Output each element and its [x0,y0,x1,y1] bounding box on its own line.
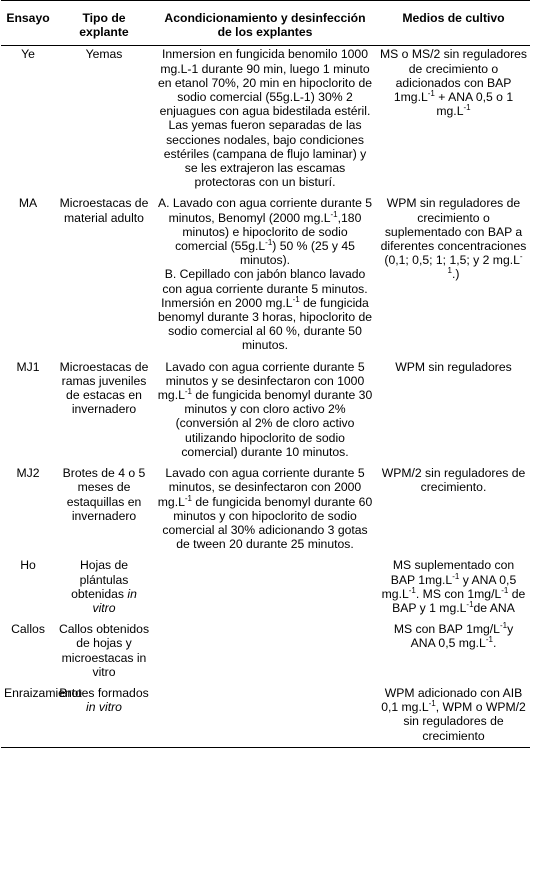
cell-medios: WPM sin reguladores [395,359,512,374]
cell-ensayo: MJ1 [16,359,40,374]
cell-medios: WPM sin reguladores de crecimiento o suplementado con BAP a diferentes concentraciones (0,1; 0,5; 1; 1,5; y 2 $mg.L^{-1}$.) [380,196,527,282]
table-row-ma [1,195,530,358]
header-ensayo: Ensayo [1,1,55,46]
cell-acondicionamiento [153,685,377,747]
cell-medios: WPM/2 sin reguladores de crecimiento. [381,466,526,495]
table-row-ho [1,557,530,621]
cell-tipo: Callos obtenidos de hojas y microestacas in vitro [58,622,150,679]
table-header-row [1,1,530,46]
header-medios: Medios de cultivo [377,1,530,46]
header-tipo-explante: Tipo de explante [55,1,153,46]
cell-acondicionamiento: Inmersion en fungicida benomilo 1000 mg.L-1 durante 90 min, luego 1 minuto en etanol 70%, 20 min en hipoclorito de sodio comercial (55g.L-1) 30% 2 enjuagues con agua bidestilada estéril. Las yemas fueron separadas de las secciones nodales, bajo condiciones estériles (campana de flujo laminar) y se les extrajeron las escamas protectoras con un bisturí. [157,47,373,190]
cell-ensayo: Ho [20,558,36,573]
cell-tipo: Brotes formados in vitro [55,685,153,747]
procedure-b: B. Cepillado con jabón blanco lavado con agua corriente durante 5 minutos. Inmersión en 2000 $mg.L^{-1}$ de fungicida benomyl durante 3 horas, hipoclorito de sodio comercial al 60 %, durante 50 minutos. [157,267,373,353]
cell-acondicionamiento [153,557,377,621]
cell-tipo: Hojas de plántulas obtenidas in vitro [71,558,137,615]
cell-acondicionamiento [153,195,377,358]
cell-medios: WPM adicionado con AIB 0,1 $mg.L^{-1}$, WPM o WPM/2 sin reguladores de crecimiento [377,685,530,747]
cell-ensayo: Enraizamiento [1,685,55,747]
explant-table [1,0,530,748]
cell-tipo: Brotes de 4 o 5 meses de estaquillas en invernadero [62,466,146,523]
header-acondicionamiento: Acondicionamiento y desinfección de los explantes [153,1,377,46]
cell-medios: MS con BAP $1mg/L^{-1}y$ ANA 0,5 $mg.L^{-1}$. [393,621,514,651]
table-row-callos [1,621,530,685]
table-row-mj2 [1,465,530,557]
cell-medios: MS o MS/2 sin reguladores de crecimiento o adicionados con BAP $1mg.L^{-1}$ + ANA 0,5 o 1 $mg.L^{-1}$ [380,47,527,119]
cell-tipo: Yemas [85,47,123,62]
cell-acondicionamiento [153,621,377,685]
cell-ensayo: MJ2 [16,466,40,481]
cell-tipo: Microestacas de material adulto [59,196,149,225]
cell-medios: MS suplementado con BAP $1mg.L^{-1}$ y ANA 0,5 $mg.L^{-1}$. MS con $1mg/L^{-1}$ de BAP y 1 $mg.L^{-1}de$ ANA [381,558,526,615]
procedure-a: A. Lavado con agua corriente durante 5 minutos, Benomyl (2000 $mg.L^{-1},180$ minutos) e hipoclorito de sodio comercial $(55g.L^{-1})$ 50 % (25 y 45 minutos). [157,196,373,268]
cell-ensayo: MA [18,196,38,211]
cell-acondicionamiento: Lavado con agua corriente durante 5 minutos, se desinfectaron con 2000 $mg.L^{-1}$ de fungicida benomyl durante 60 minutos y con hipoclorito de sodio comercial al 30% adicionando 3 gotas de tween 20 durante 25 minutos. [157,466,373,552]
cell-ensayo: Callos [11,622,45,637]
cell-acondicionamiento: Lavado con agua corriente durante 5 minutos y se desinfectaron con 1000 $mg.L^{-1}$ de fungicida benomyl durante 30 minutos y con cloro activo 2% (conversión al 2% de cloro activo utilizando hipoclorito de sodio comercial) durante 10 minutos. [157,359,373,459]
table-row-mj1 [1,359,530,465]
cell-ensayo: Ye [21,47,35,62]
table-row-enraizamiento [1,685,530,747]
cell-tipo: Microestacas de ramas juveniles de estacas en invernadero [59,359,149,417]
table-row-ye [1,46,530,196]
